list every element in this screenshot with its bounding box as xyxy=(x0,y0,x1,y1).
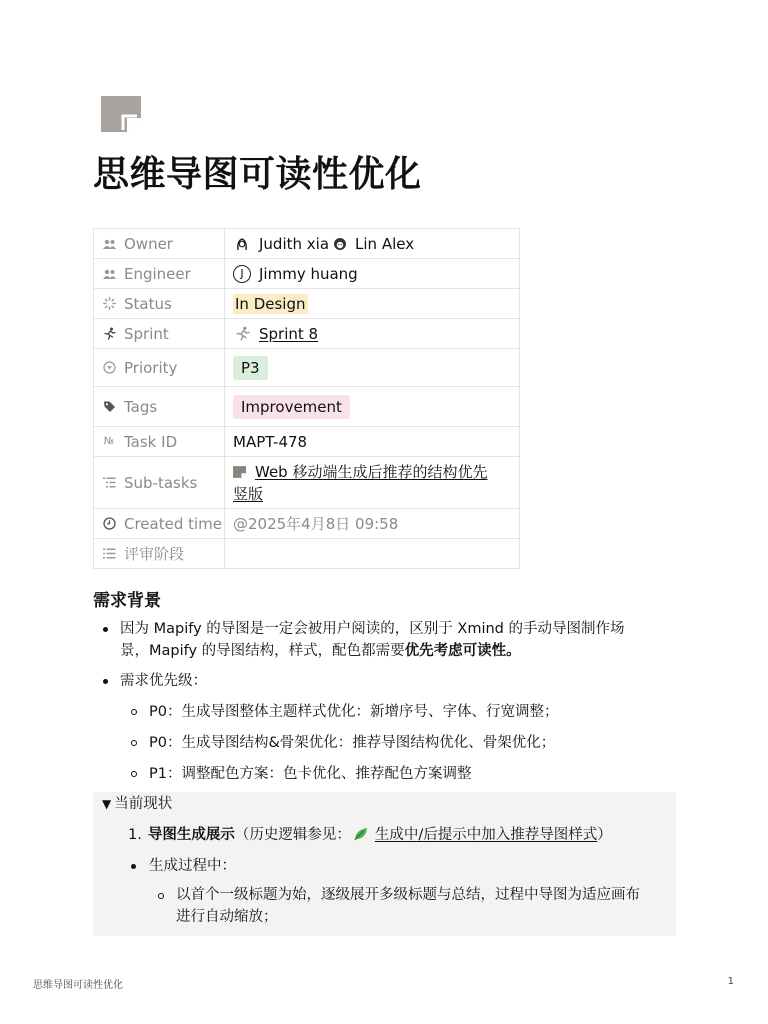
list-number: 1. xyxy=(128,827,142,843)
property-row-engineer xyxy=(94,259,520,289)
sub-bullet-circle xyxy=(131,740,137,746)
person-name: Lin Alex xyxy=(355,234,415,253)
section-heading: 需求背景 xyxy=(93,591,161,611)
property-label: Priority xyxy=(124,358,178,377)
numero-icon: № xyxy=(103,436,115,447)
property-label: Sub-tasks xyxy=(124,473,198,492)
list-item-text: 因为 Mapify 的导图是一定会被用户阅读的，区别于 Xmind 的手动导图制作场 xyxy=(120,621,625,637)
history-logic-link[interactable]: 生成中/后提示中加入推荐导图样式 xyxy=(374,827,598,843)
property-label: Tags xyxy=(124,397,158,416)
status-icon xyxy=(102,297,116,311)
person-name: Jimmy huang xyxy=(259,264,358,283)
priority-badge: P3 xyxy=(233,356,268,380)
toggle-header[interactable] xyxy=(102,793,172,815)
property-row-review-stage xyxy=(94,539,520,569)
page-title: 思维导图可读性优化 xyxy=(93,154,422,195)
emphasis-text: 导图生成展示 xyxy=(147,827,235,843)
property-table xyxy=(93,228,520,569)
property-row-owner xyxy=(94,229,520,259)
property-label: Engineer xyxy=(124,264,191,283)
status-badge: In Design xyxy=(235,294,306,313)
property-row-created-time xyxy=(94,509,520,539)
avatar xyxy=(233,235,251,253)
created-time-value xyxy=(225,509,520,539)
subtasks-value[interactable] xyxy=(225,457,520,509)
leaf-icon xyxy=(353,827,369,841)
list-icon xyxy=(102,547,116,561)
toggle-title: 当前现状 xyxy=(114,796,173,812)
sub-list-item: P1：调整配色方案：色卡优化、推荐配色方案调整 xyxy=(149,766,472,782)
task-id: MAPT-478 xyxy=(233,432,308,451)
property-label: Sprint xyxy=(124,324,169,343)
tag-icon xyxy=(102,400,116,414)
task-id-value xyxy=(225,427,520,457)
clock-icon xyxy=(102,517,116,531)
property-label: Status xyxy=(124,294,172,313)
review-stage-value[interactable] xyxy=(225,539,520,569)
engineer-value[interactable] xyxy=(225,259,520,289)
sub-list-item: P0：生成导图整体主题样式优化：新增序号、字体、行宽调整； xyxy=(149,704,559,720)
property-row-priority xyxy=(94,349,520,387)
property-label: Owner xyxy=(124,234,173,253)
sub-bullet-circle xyxy=(131,771,137,777)
list-item-text: 需求优先级： xyxy=(120,673,207,689)
sub-list-item: 以首个一级标题为始，逐级展开多级标题与总结，过程中导图为适应画布 xyxy=(176,887,640,903)
bullet-dot xyxy=(103,627,108,632)
running-icon xyxy=(233,325,251,343)
note-icon xyxy=(233,466,246,478)
property-row-status xyxy=(94,289,520,319)
sub-bullet-circle xyxy=(131,709,137,715)
footer-title: 思维导图可读性优化 xyxy=(33,980,123,991)
list-item-text-continued: 景，Mapify 的导图结构，样式，配色都需要优先考虑可读性。 xyxy=(120,643,521,659)
tags-value[interactable] xyxy=(225,387,520,427)
property-label: Task ID xyxy=(124,432,178,451)
people-icon xyxy=(102,267,116,281)
subtask-link[interactable]: Web 移动端生成后推荐的结构优先 xyxy=(255,462,488,481)
running-icon xyxy=(102,327,116,341)
sub-list-item: P0：生成导图结构&骨架优化：推荐导图结构优化、骨架优化； xyxy=(149,735,556,751)
sprint-value[interactable] xyxy=(225,319,520,349)
status-value[interactable] xyxy=(225,289,520,319)
property-row-tags xyxy=(94,387,520,427)
page-number: 1 xyxy=(727,976,734,987)
avatar: J xyxy=(233,265,251,283)
property-label: 评审阶段 xyxy=(124,545,185,563)
avatar xyxy=(331,235,349,253)
subtask-link-continued[interactable]: 竖版 xyxy=(233,484,264,503)
created-time: @2025年4月8日 09:58 xyxy=(233,515,399,533)
list-indent-icon xyxy=(102,476,116,490)
sprint-link[interactable]: Sprint 8 xyxy=(259,324,319,343)
toggle-arrow-icon[interactable]: ▼ xyxy=(102,797,112,811)
tag-badge: Improvement xyxy=(233,395,350,419)
sub-list-item-continued: 进行自动缩放； xyxy=(176,909,278,925)
person-name: Judith xia xyxy=(259,234,330,253)
priority-value[interactable] xyxy=(225,349,520,387)
owner-value[interactable] xyxy=(225,229,520,259)
bullet-dot xyxy=(103,679,108,684)
property-row-subtasks xyxy=(94,457,520,509)
list-item-text: 生成过程中： xyxy=(149,858,236,874)
chevron-down-circle-icon xyxy=(102,361,116,375)
numbered-list-item: 1. 导图生成展示（历史逻辑参见： 生成中/后提示中加入推荐导图样式） xyxy=(128,827,612,843)
property-row-sprint xyxy=(94,319,520,349)
emphasis-text: 优先考虑可读性。 xyxy=(404,643,521,659)
property-row-task-id xyxy=(94,427,520,457)
people-icon xyxy=(102,237,116,251)
property-label: Created time xyxy=(124,514,223,533)
bullet-dot xyxy=(131,864,136,869)
note-icon xyxy=(101,96,141,132)
sub-bullet-circle xyxy=(158,893,164,899)
